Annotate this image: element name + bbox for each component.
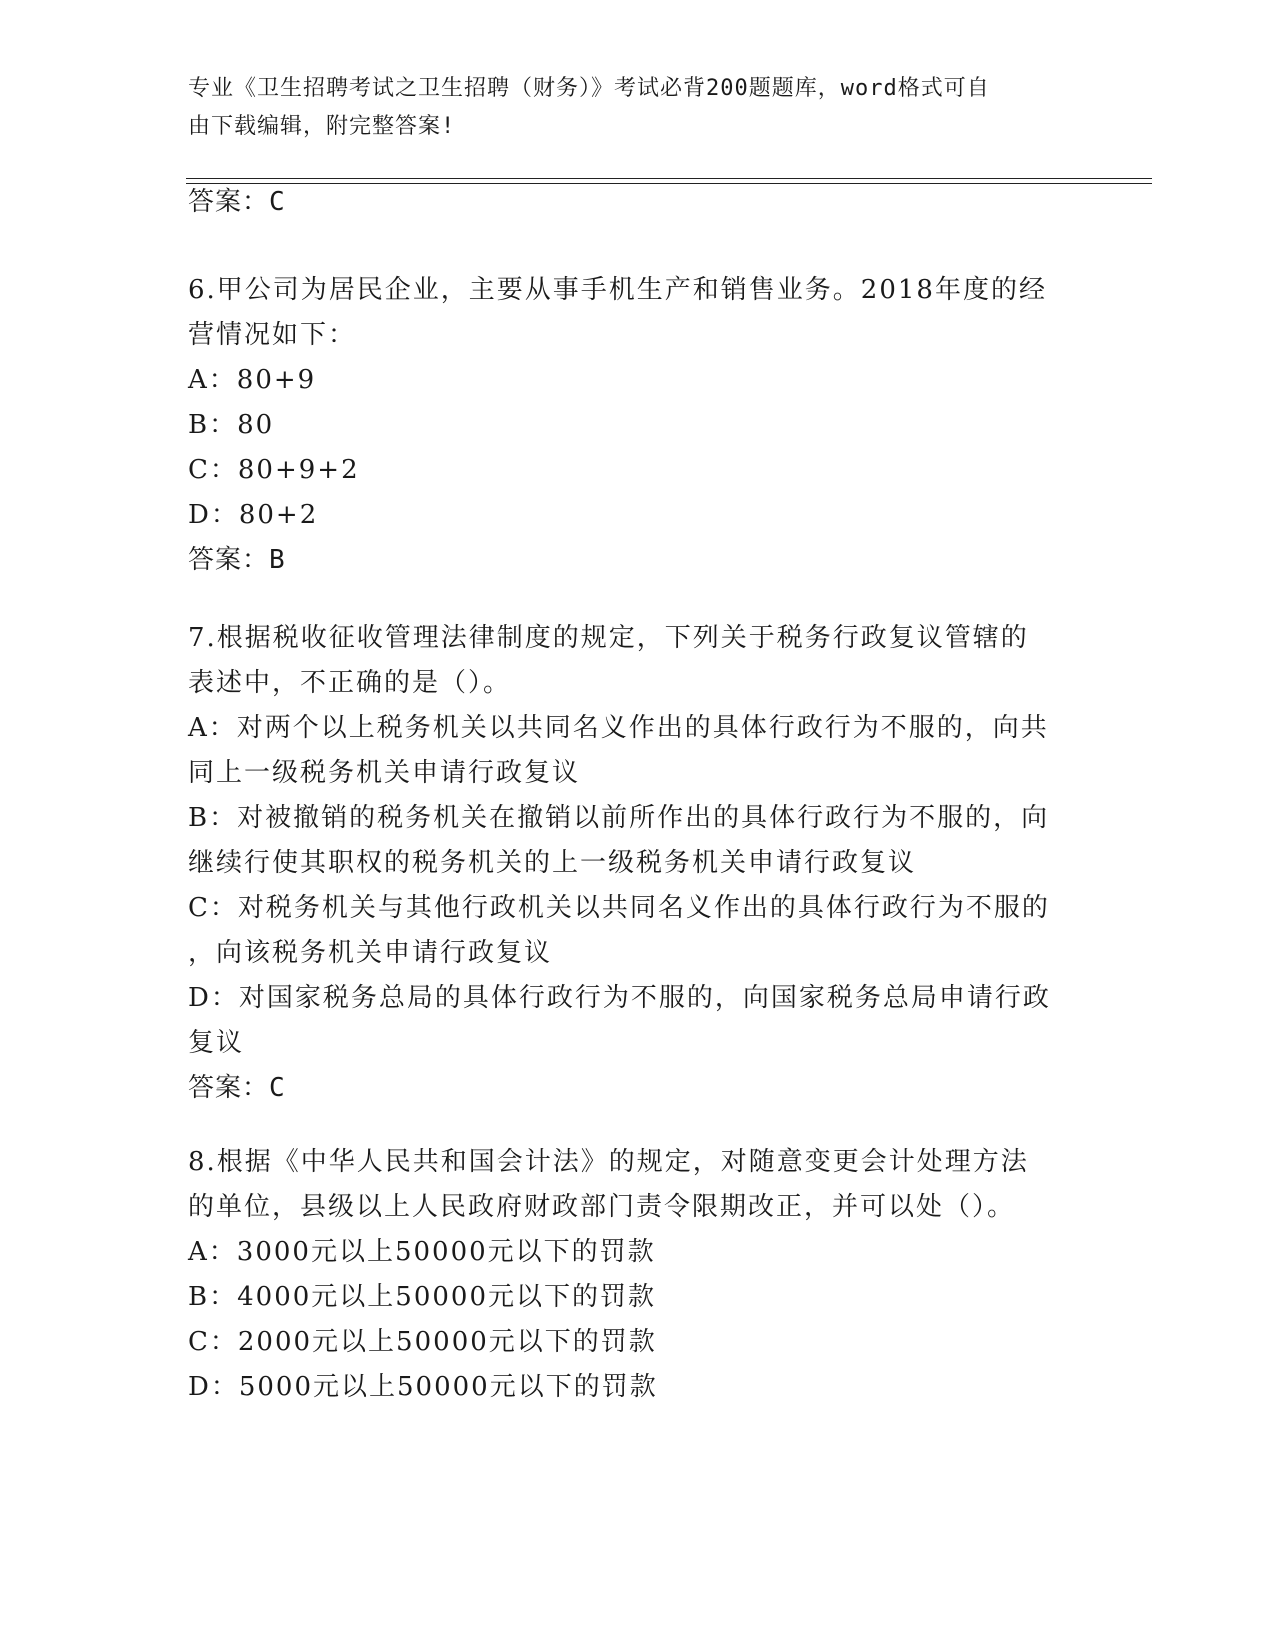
option-line: A：对两个以上税务机关以共同名义作出的具体行政行为不服的，向共 [188, 713, 1049, 743]
option-b [188, 1275, 1068, 1320]
option-b [188, 796, 1068, 886]
option-line: A：3000元以上50000元以下的罚款 [188, 1237, 656, 1267]
option-line: 复议 [188, 1028, 245, 1058]
option-line: C：2000元以上50000元以下的罚款 [188, 1327, 657, 1357]
header-line-2: 由下载编辑，附完整答案! [188, 114, 456, 139]
question-7 [188, 616, 1068, 1111]
document-header [188, 70, 1088, 146]
option-a [188, 706, 1068, 796]
option-line: C：80+9+2 [188, 455, 360, 485]
option-line: D：80+2 [188, 500, 319, 530]
question-text [188, 1140, 1068, 1230]
option-c [188, 1320, 1068, 1365]
option-line: B：4000元以上50000元以下的罚款 [188, 1282, 656, 1312]
option-d [188, 976, 1068, 1066]
option-line: 继续行使其职权的税务机关的上一级税务机关申请行政复议 [188, 848, 917, 878]
question-8 [188, 1140, 1068, 1410]
question-text-line: 7.根据税收征收管理法律制度的规定，下列关于税务行政复议管辖的 [188, 623, 1029, 653]
option-line: D：5000元以上50000元以下的罚款 [188, 1372, 658, 1402]
question-6 [188, 268, 1068, 583]
question-text-line: 的单位，县级以上人民政府财政部门责令限期改正，并可以处（）。 [188, 1192, 1016, 1222]
option-line: B：80 [188, 410, 275, 440]
answer-label: 答案：C [188, 1073, 286, 1103]
option-a [188, 358, 1068, 403]
question-text-line: 营情况如下： [188, 320, 357, 350]
option-c [188, 886, 1068, 976]
option-line: 同上一级税务机关申请行政复议 [188, 758, 581, 788]
option-d [188, 493, 1068, 538]
answer-label: 答案：B [188, 545, 286, 575]
question-text [188, 616, 1068, 706]
option-a [188, 1230, 1068, 1275]
previous-answer [188, 180, 1068, 225]
question-text-line: 6.甲公司为居民企业，主要从事手机生产和销售业务。2018年度的经 [188, 275, 1047, 305]
answer-label: 答案：C [188, 187, 286, 217]
header-line-1: 专业《卫生招聘考试之卫生招聘（财务）》考试必背200题题库，word格式可自 [188, 76, 990, 101]
option-d [188, 1365, 1068, 1410]
option-b [188, 403, 1068, 448]
option-line: D：对国家税务总局的具体行政行为不服的，向国家税务总局申请行政 [188, 983, 1051, 1013]
header-divider-top [186, 178, 1152, 179]
question-text-line: 表述中，不正确的是（）。 [188, 668, 512, 698]
option-line: B：对被撤销的税务机关在撤销以前所作出的具体行政行为不服的，向 [188, 803, 1050, 833]
option-line: A：80+9 [188, 365, 317, 395]
option-line: ，向该税务机关申请行政复议 [188, 938, 553, 968]
option-line: C：对税务机关与其他行政机关以共同名义作出的具体行政行为不服的 [188, 893, 1050, 923]
question-text-line: 8.根据《中华人民共和国会计法》的规定，对随意变更会计处理方法 [188, 1147, 1029, 1177]
question-text [188, 268, 1068, 358]
option-c [188, 448, 1068, 493]
